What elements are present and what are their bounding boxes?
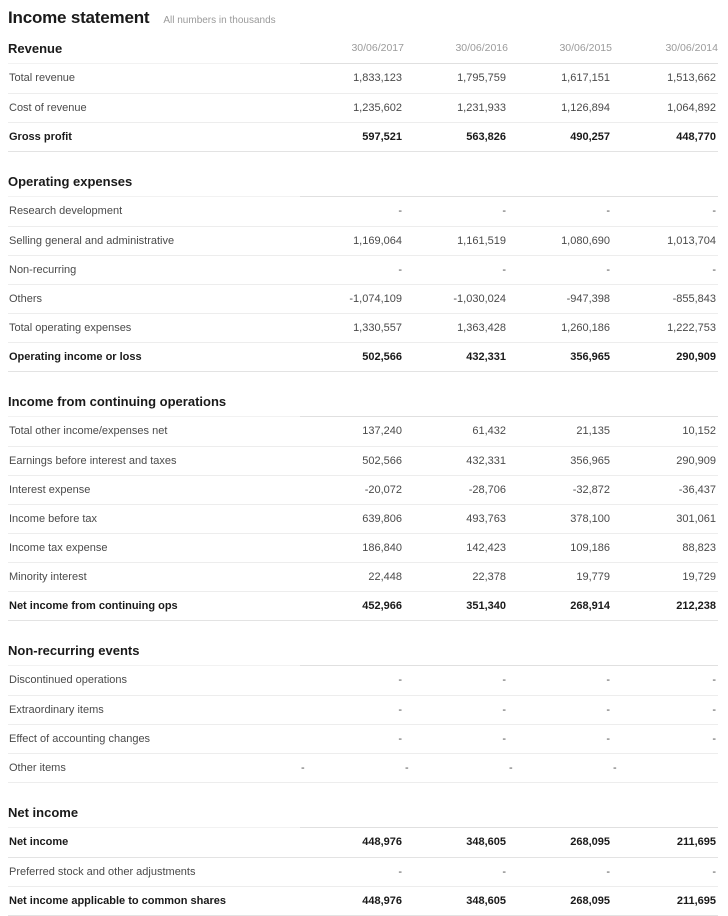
section-gap xyxy=(8,620,718,636)
row-value: 10,152 xyxy=(682,425,716,438)
row-label: Effect of accounting changes xyxy=(9,732,151,745)
row-label: Gross profit xyxy=(9,130,72,143)
row-label: Income tax expense xyxy=(9,541,108,554)
row-label: Operating income or loss xyxy=(9,350,142,363)
row-value: 448,770 xyxy=(676,130,716,143)
row-value: 301,061 xyxy=(676,512,716,525)
row-value: 1,064,892 xyxy=(667,101,716,114)
row-value: 348,605 xyxy=(466,894,506,907)
row-value: 1,126,894 xyxy=(561,101,610,114)
row-value: 290,909 xyxy=(676,350,716,363)
table-row xyxy=(8,695,718,724)
section-title: Net income xyxy=(8,804,79,820)
row-label: Selling general and administrative xyxy=(9,234,175,247)
row-value: 21,135 xyxy=(576,425,610,438)
row-label: Discontinued operations xyxy=(9,674,128,687)
section-header-row xyxy=(8,387,718,416)
row-value: 1,617,151 xyxy=(561,72,610,85)
row-value: 1,222,753 xyxy=(667,321,716,334)
table-row xyxy=(8,533,718,562)
row-value: -947,398 xyxy=(566,292,610,305)
row-value: -1,074,109 xyxy=(349,292,402,305)
row-value: - xyxy=(712,703,716,716)
row-value: 563,826 xyxy=(466,130,506,143)
section-header-row xyxy=(8,798,718,827)
row-label: Total other income/expenses net xyxy=(9,425,168,438)
row-value: - xyxy=(712,732,716,745)
row-value: 1,161,519 xyxy=(457,234,506,247)
table-row xyxy=(8,666,718,695)
table-row xyxy=(8,255,718,284)
column-header-date: 30/06/2017 xyxy=(351,42,404,55)
row-value: 1,330,557 xyxy=(353,321,402,334)
row-value: 356,965 xyxy=(570,454,610,467)
table-row xyxy=(8,724,718,753)
section-header-row xyxy=(8,34,718,63)
row-value: - xyxy=(606,263,610,276)
row-value: 109,186 xyxy=(570,541,610,554)
column-header-date: 30/06/2014 xyxy=(665,42,718,55)
row-value: 356,965 xyxy=(570,350,610,363)
row-value: -36,437 xyxy=(678,483,716,496)
row-value: - xyxy=(398,865,402,878)
row-value: 1,363,428 xyxy=(457,321,506,334)
section-header-row xyxy=(8,167,718,196)
section-title: Non-recurring events xyxy=(8,642,140,658)
row-label: Cost of revenue xyxy=(9,101,87,114)
row-value: 493,763 xyxy=(466,512,506,525)
row-value: -1,030,024 xyxy=(453,292,506,305)
table-row xyxy=(8,342,718,371)
row-value: - xyxy=(712,865,716,878)
row-label: Net income applicable to common shares xyxy=(9,894,227,907)
row-value: 268,914 xyxy=(570,599,610,612)
row-value: 502,566 xyxy=(362,454,402,467)
table-row xyxy=(8,122,718,151)
section-title: Operating expenses xyxy=(8,173,133,189)
row-value: - xyxy=(502,263,506,276)
section-title: Revenue xyxy=(8,40,63,56)
row-value: 88,823 xyxy=(682,541,716,554)
row-label: Other items xyxy=(9,761,66,774)
row-value: 211,695 xyxy=(676,836,716,849)
column-header-date: 30/06/2015 xyxy=(559,42,612,55)
row-value: 268,095 xyxy=(570,894,610,907)
row-value: -32,872 xyxy=(572,483,610,496)
row-label: Non-recurring xyxy=(9,263,77,276)
table-row xyxy=(8,591,718,620)
row-value: 19,729 xyxy=(682,570,716,583)
row-value: 22,448 xyxy=(368,570,402,583)
row-label: Preferred stock and other adjustments xyxy=(9,865,196,878)
row-label: Interest expense xyxy=(9,483,91,496)
row-value: 1,795,759 xyxy=(457,72,506,85)
row-value: 137,240 xyxy=(362,425,402,438)
table-row xyxy=(8,857,718,886)
row-value: 1,513,662 xyxy=(667,72,716,85)
row-label: Research development xyxy=(9,205,123,218)
section-header-spacer xyxy=(300,387,718,416)
section-header-row xyxy=(8,636,718,665)
row-value: 211,695 xyxy=(676,894,716,907)
row-value: 212,238 xyxy=(676,599,716,612)
row-value: 142,423 xyxy=(466,541,506,554)
row-value: 22,378 xyxy=(472,570,506,583)
row-label: Income before tax xyxy=(9,512,98,525)
row-value: 639,806 xyxy=(362,512,402,525)
table-row xyxy=(8,504,718,533)
row-value: 1,260,186 xyxy=(561,321,610,334)
row-value: 1,080,690 xyxy=(561,234,610,247)
row-value: - xyxy=(606,732,610,745)
section-header-spacer xyxy=(300,798,718,827)
row-label: Total revenue xyxy=(9,72,76,85)
row-value: - xyxy=(712,205,716,218)
page-header xyxy=(8,0,718,34)
units-note: All numbers in thousands xyxy=(163,15,276,26)
table-row xyxy=(8,886,718,915)
row-value: - xyxy=(398,732,402,745)
row-value: - xyxy=(712,674,716,687)
row-label: Minority interest xyxy=(9,570,87,583)
row-value: 1,231,933 xyxy=(457,101,506,114)
row-label: Net income from continuing ops xyxy=(9,599,178,612)
table-row xyxy=(8,93,718,122)
row-value: - xyxy=(502,732,506,745)
section-header-spacer xyxy=(300,167,718,196)
row-value: - xyxy=(606,865,610,878)
row-value: 1,169,064 xyxy=(353,234,402,247)
row-value: 290,909 xyxy=(676,454,716,467)
row-value: 452,966 xyxy=(362,599,402,612)
section-title: Income from continuing operations xyxy=(8,393,227,409)
section-header-spacer xyxy=(300,636,718,665)
row-value: 1,833,123 xyxy=(353,72,402,85)
row-value: 432,331 xyxy=(466,350,506,363)
row-value: - xyxy=(606,674,610,687)
row-value: 597,521 xyxy=(362,130,402,143)
row-value: - xyxy=(502,674,506,687)
row-value: - xyxy=(502,703,506,716)
table-row xyxy=(8,284,718,313)
page-title: Income statement xyxy=(8,8,150,27)
row-value: - xyxy=(606,205,610,218)
row-value: 351,340 xyxy=(466,599,506,612)
row-value: 502,566 xyxy=(362,350,402,363)
row-value: - xyxy=(606,703,610,716)
row-value: - xyxy=(405,761,409,774)
row-value: 348,605 xyxy=(466,836,506,849)
row-value: 1,013,704 xyxy=(667,234,716,247)
section-gap xyxy=(8,151,718,167)
row-value: - xyxy=(502,865,506,878)
row-value: 186,840 xyxy=(362,541,402,554)
row-value: 490,257 xyxy=(570,130,610,143)
row-value: 19,779 xyxy=(576,570,610,583)
section-gap xyxy=(8,371,718,387)
row-value: -28,706 xyxy=(468,483,506,496)
row-value: 1,235,602 xyxy=(353,101,402,114)
row-value: - xyxy=(502,205,506,218)
row-label: Total operating expenses xyxy=(9,321,132,334)
row-value: 378,100 xyxy=(570,512,610,525)
row-value: - xyxy=(398,205,402,218)
row-label: Extraordinary items xyxy=(9,703,104,716)
column-header-date: 30/06/2016 xyxy=(455,42,508,55)
income-statement-table xyxy=(8,34,718,916)
row-value: 432,331 xyxy=(466,454,506,467)
row-value: -855,843 xyxy=(672,292,716,305)
row-label: Others xyxy=(9,292,43,305)
table-row xyxy=(8,313,718,342)
row-value: - xyxy=(398,703,402,716)
table-row xyxy=(8,562,718,591)
row-value: 448,976 xyxy=(362,894,402,907)
table-row xyxy=(8,475,718,504)
table-row xyxy=(8,64,718,93)
row-value: - xyxy=(398,263,402,276)
table-row xyxy=(8,446,718,475)
row-value: 61,432 xyxy=(472,425,506,438)
row-value: 448,976 xyxy=(362,836,402,849)
row-value: - xyxy=(712,263,716,276)
row-label: Net income xyxy=(9,836,69,849)
row-value: - xyxy=(398,674,402,687)
section-gap xyxy=(8,782,718,798)
table-row xyxy=(8,226,718,255)
table-row xyxy=(8,753,718,782)
table-row xyxy=(8,197,718,226)
table-row xyxy=(8,828,718,857)
row-value: - xyxy=(301,761,305,774)
row-value: 268,095 xyxy=(570,836,610,849)
row-value: - xyxy=(509,761,513,774)
row-value: - xyxy=(613,761,617,774)
row-label: Earnings before interest and taxes xyxy=(9,454,177,467)
table-row xyxy=(8,417,718,446)
row-value: -20,072 xyxy=(364,483,402,496)
